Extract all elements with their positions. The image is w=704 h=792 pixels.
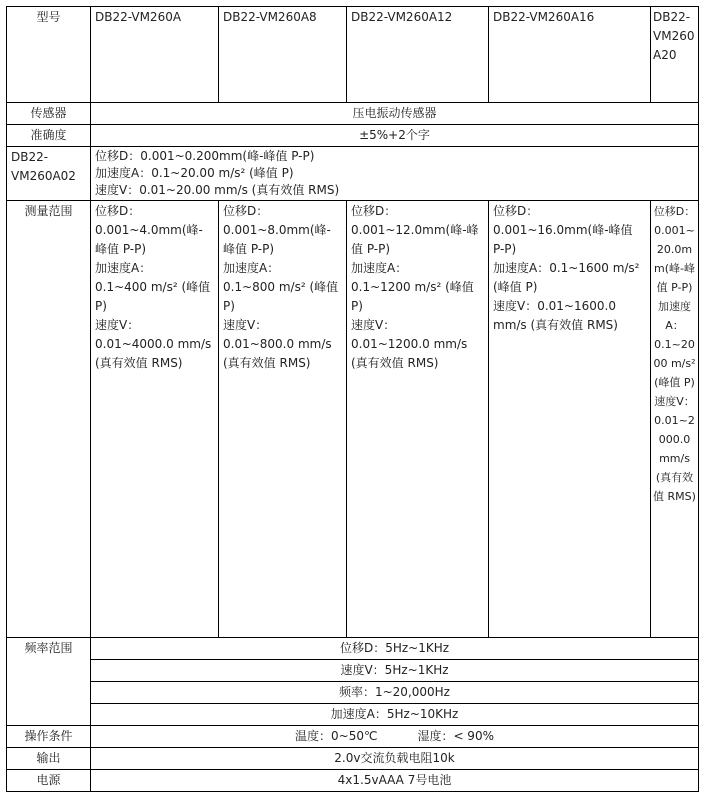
a02-model: DB22-VM260A02 — [7, 147, 91, 201]
operating-row — [7, 726, 699, 748]
range-line: 0.1~2000 m/s² (峰值 P) — [653, 338, 696, 389]
range-col — [489, 201, 651, 638]
range-col — [347, 201, 489, 638]
frequency-row — [7, 660, 699, 682]
range-line: 加速度A： — [95, 261, 152, 275]
frequency-value: 加速度A：5Hz~10KHz — [91, 704, 699, 726]
range-line: 速度V： — [351, 318, 396, 332]
range-line: 0.01~2000.0 mm/s (真有效值 RMS) — [653, 414, 696, 503]
range-col — [91, 201, 219, 638]
temperature-value: 温度：0~50℃ — [295, 729, 378, 743]
a02-line: 速度V：0.01~20.00 mm/s (真有效值 RMS) — [95, 183, 340, 197]
output-value: 2.0v交流负载电阻10k — [91, 748, 699, 770]
range-col — [219, 201, 347, 638]
range-line: 加速度A： — [658, 300, 691, 332]
range-line: 加速度A：0.1~1600 m/s² (峰值 P) — [493, 261, 640, 294]
humidity-value: 湿度：< 90% — [417, 729, 494, 743]
frequency-row — [7, 704, 699, 726]
operating-label: 操作条件 — [7, 726, 91, 748]
power-label: 电源 — [7, 770, 91, 792]
model-cell: DB22-VM260A16 — [489, 7, 651, 103]
range-line: 0.1~800 m/s² (峰值 P) — [223, 280, 339, 313]
range-line: 位移D： — [493, 204, 539, 218]
range-line: 位移D： — [351, 204, 397, 218]
range-line: 速度V： — [654, 395, 695, 408]
range-label: 测量范围 — [7, 201, 91, 638]
range-line: 0.001~12.0mm(峰-峰值 P-P) — [351, 223, 479, 256]
model-label: 型号 — [7, 7, 91, 103]
output-label: 输出 — [7, 748, 91, 770]
range-line: 速度V：0.01~1600.0 mm/s (真有效值 RMS) — [493, 299, 618, 332]
model-cell: DB22-VM260A20 — [651, 7, 699, 103]
a02-line: 加速度A：0.1~20.00 m/s² (峰值 P) — [95, 166, 294, 180]
sensor-row — [7, 103, 699, 125]
a02-row — [7, 147, 699, 201]
frequency-value: 位移D：5Hz~1KHz — [91, 638, 699, 660]
range-line: 位移D： — [223, 204, 269, 218]
range-line: 0.001~16.0mm(峰-峰值 P-P) — [493, 223, 633, 256]
range-line: 0.1~1200 m/s² (峰值 P) — [351, 280, 474, 313]
range-line: 0.01~800.0 mm/s (真有效值 RMS) — [223, 337, 332, 370]
range-line: 加速度A： — [351, 261, 408, 275]
frequency-label: 频率范围 — [7, 638, 91, 726]
model-cell: DB22-VM260A12 — [347, 7, 489, 103]
frequency-row — [7, 638, 699, 660]
range-line: 速度V： — [223, 318, 268, 332]
accuracy-row — [7, 125, 699, 147]
a02-line: 位移D：0.001~0.200mm(峰-峰值 P-P) — [95, 149, 315, 163]
power-value: 4x1.5vAAA 7号电池 — [91, 770, 699, 792]
range-line: 位移D： — [95, 204, 141, 218]
range-col — [651, 201, 699, 638]
frequency-value: 频率：1~20,000Hz — [91, 682, 699, 704]
frequency-value: 速度V：5Hz~1KHz — [91, 660, 699, 682]
range-line: 位移D： — [653, 205, 696, 218]
accuracy-value: ±5%+2个字 — [91, 125, 699, 147]
range-row — [7, 201, 699, 638]
sensor-label: 传感器 — [7, 103, 91, 125]
range-line: 0.001~20.0mm(峰-峰值 P-P) — [654, 224, 695, 294]
range-line: 0.01~4000.0 mm/s (真有效值 RMS) — [95, 337, 212, 370]
range-line: 速度V： — [95, 318, 140, 332]
model-cell: DB22-VM260A — [91, 7, 219, 103]
range-line: 加速度A： — [223, 261, 280, 275]
model-cell: DB22-VM260A8 — [219, 7, 347, 103]
header-row — [7, 7, 699, 103]
accuracy-label: 准确度 — [7, 125, 91, 147]
power-row — [7, 770, 699, 792]
operating-value — [91, 726, 699, 748]
spec-table — [6, 6, 699, 792]
range-line: 0.001~4.0mm(峰-峰值 P-P) — [95, 223, 203, 256]
frequency-row — [7, 682, 699, 704]
range-line: 0.1~400 m/s² (峰值 P) — [95, 280, 211, 313]
sensor-value: 压电振动传感器 — [91, 103, 699, 125]
a02-specs — [91, 147, 699, 201]
range-line: 0.01~1200.0 mm/s (真有效值 RMS) — [351, 337, 468, 370]
output-row — [7, 748, 699, 770]
range-line: 0.001~8.0mm(峰-峰值 P-P) — [223, 223, 331, 256]
